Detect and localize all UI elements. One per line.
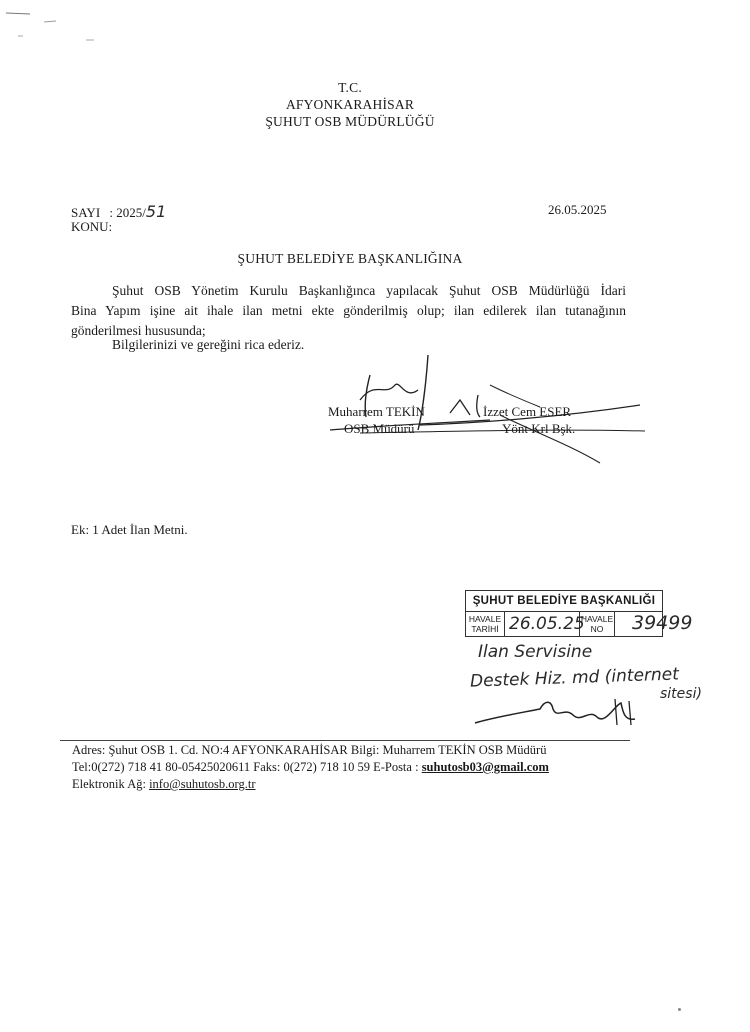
sayi-label: SAYI: [71, 205, 101, 220]
footer-contact: [72, 760, 549, 775]
sayi-value: : 2025/: [109, 205, 146, 220]
stamp-no-label-2: NO: [590, 624, 604, 634]
routing-note-line1: Ilan Servisine: [478, 642, 593, 662]
footer-web-label: Elektronik Ağ:: [72, 777, 146, 791]
routing-note-line2: Destek Hiz. md (internet: [469, 664, 680, 692]
routing-signature: [465, 695, 665, 735]
stamp-date-value: 26.05.25: [505, 612, 580, 636]
scan-speck-bottom: [678, 1008, 681, 1011]
header-institution: ŞUHUT OSB MÜDÜRLÜĞÜ: [265, 114, 435, 129]
attachment-note: Ek: 1 Adet İlan Metni.: [71, 522, 188, 537]
recipient: ŞUHUT BELEDİYE BAŞKANLIĞINA: [237, 251, 463, 266]
footer-email-link[interactable]: suhutosb03@gmail.com: [421, 760, 549, 774]
footer-address: Adres: Şuhut OSB 1. Cd. NO:4 AFYONKARAHİSAR Bilgi: Muharrem TEKİN OSB Müdürü: [72, 743, 547, 757]
header-province: AFYONKARAHİSAR: [285, 97, 415, 112]
body-para2: Bilgilerinizi ve gereğini rica ederiz.: [112, 337, 305, 352]
signatory-1-title: OSB Müdürü: [344, 421, 415, 436]
stamp-no-label: [580, 612, 615, 636]
stamp-no-label-1: HAVALE: [580, 614, 614, 624]
stamp-date-label: [466, 612, 505, 636]
stamp-no-value: 39499: [632, 612, 693, 634]
stamp-title: ŞUHUT BELEDİYE BAŞKANLIĞI: [465, 590, 663, 612]
routing-note-line3: sitesi): [660, 686, 702, 702]
footer-web-link[interactable]: info@suhutosb.org.tr: [149, 777, 256, 791]
document-date: 26.05.2025: [548, 202, 607, 217]
signatory-1-name: Muharrem TEKİN: [328, 404, 425, 419]
signatory-2-title: Yönt Krl Bşk.: [502, 421, 576, 436]
scan-specks: [0, 0, 110, 50]
body-para1-line2: Bina Yapım işine ait ihale ilan metni ekte gönderilmiş olup; ilan edilerek ilan tutanağının: [71, 303, 626, 318]
stamp-date-label-2: TARİHİ: [471, 624, 499, 634]
sayi-handwritten: 51: [145, 202, 167, 221]
footer-web: [72, 777, 256, 792]
header-country: T.C.: [338, 80, 362, 95]
body-para1-line3: gönderilmesi hususunda;: [71, 323, 206, 338]
konu-label: KONU:: [71, 219, 113, 234]
footer-divider: [60, 740, 630, 741]
signatory-2-name: İzzet Cem ESER: [483, 404, 572, 419]
footer-contact-text: Tel:0(272) 718 41 80-05425020611 Faks: 0(272) 718 10 59 E-Posta :: [72, 760, 419, 774]
body-para1-line1: Şuhut OSB Yönetim Kurulu Başkanlığınca yapılacak Şuhut OSB Müdürlüğü İdari: [112, 283, 626, 298]
stamp-date-label-1: HAVALE: [468, 614, 502, 624]
